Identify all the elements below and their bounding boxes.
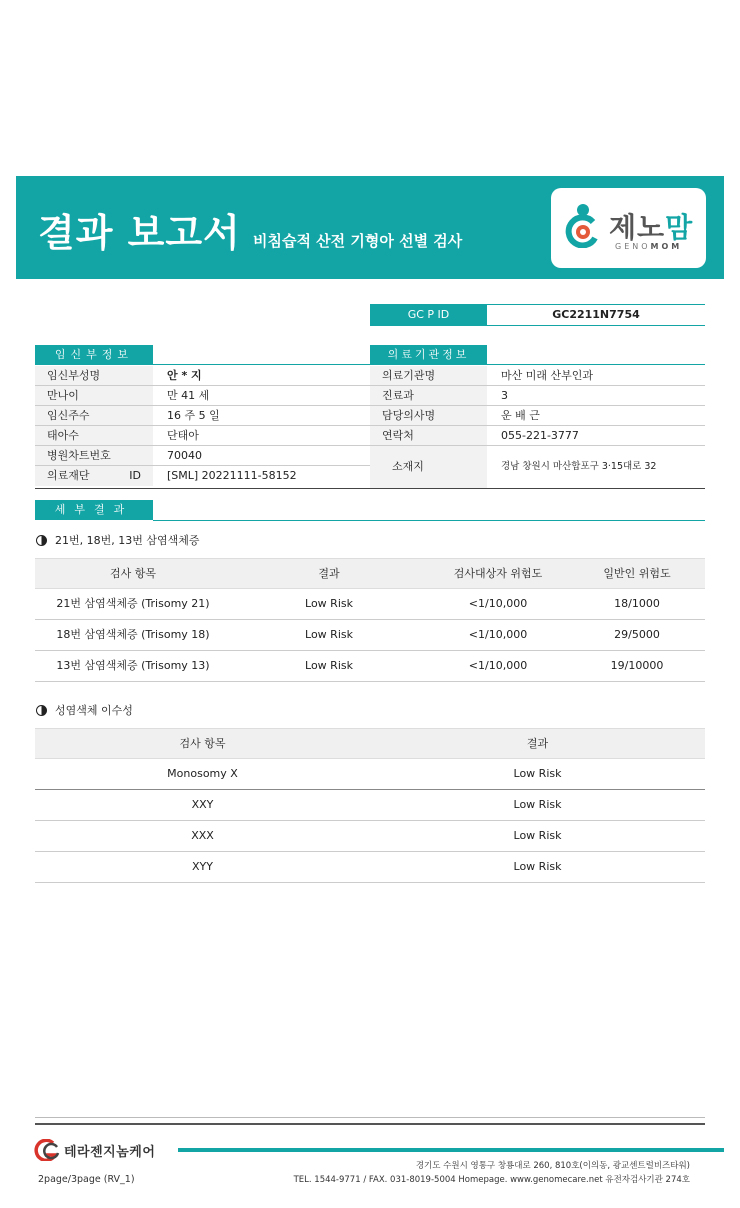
trisomy-table-header	[35, 558, 705, 589]
institution-label-dept: 진료과	[370, 386, 487, 405]
half-circle-bullet-icon	[36, 535, 47, 546]
footer-address-line1: 경기도 수원시 영통구 창룡대로 260, 810호(이의동, 광교센트럴비즈타워)	[415, 1161, 690, 1171]
detail-section-line	[153, 520, 705, 521]
trisomy-item: 18번 삼염색체증 (Trisomy 18)	[56, 628, 210, 641]
sex-chrom-item: XYY	[192, 860, 213, 873]
trisomy-subject-risk: <1/10,000	[468, 659, 528, 672]
table-row	[35, 790, 705, 821]
gcp-id-label: GC P ID	[370, 305, 487, 325]
sex-chrom-result: Low Risk	[513, 798, 562, 811]
patient-value-fetus: 단태아	[167, 429, 199, 442]
patient-value-name: 안 * 지	[167, 369, 202, 382]
patient-value-weeks: 16 주 5 일	[167, 409, 220, 422]
institution-info-table	[370, 366, 705, 488]
patient-row-foundation	[35, 466, 370, 486]
institution-row-address	[370, 446, 705, 488]
logo-korean-text: 제노맘	[609, 211, 694, 244]
patient-label-foundation: 의료재단 ID	[35, 466, 153, 486]
trisomy-col-subject-risk: 검사대상자 위험도	[453, 567, 543, 580]
institution-value-doctor: 운 배 근	[501, 409, 540, 422]
sex-chrom-item: XXX	[191, 829, 214, 842]
institution-row-name	[370, 366, 705, 386]
sex-chrom-heading: 성염색체 이수성	[36, 702, 133, 718]
trisomy-general-risk: 29/5000	[614, 628, 660, 641]
sex-chrom-result: Low Risk	[513, 829, 562, 842]
patient-row-age	[35, 386, 370, 406]
sex-chrom-table	[35, 728, 705, 883]
institution-label-address: 소재지	[370, 446, 487, 488]
institution-row-contact	[370, 426, 705, 446]
theragen-logo-icon	[31, 1139, 61, 1161]
footer-divider-thick	[35, 1123, 705, 1125]
patient-label-age: 만나이	[35, 386, 153, 405]
info-table-bottom-border	[35, 488, 705, 489]
sex-chrom-item: XXY	[191, 798, 214, 811]
half-circle-bullet-icon	[36, 705, 47, 716]
trisomy-subject-risk: <1/10,000	[468, 597, 528, 610]
trisomy-col-result: 결과	[318, 567, 340, 580]
trisomy-general-risk: 19/10000	[610, 659, 664, 672]
table-row	[35, 620, 705, 651]
trisomy-table	[35, 558, 705, 682]
patient-row-weeks	[35, 406, 370, 426]
trisomy-heading: 21번, 18번, 13번 삼염색체증	[36, 532, 199, 548]
table-row	[35, 651, 705, 682]
trisomy-col-item: 검사 항목	[109, 567, 156, 580]
patient-row-name	[35, 366, 370, 386]
patient-info-table	[35, 366, 370, 488]
footer-accent-bar	[178, 1148, 724, 1152]
sex-chrom-item: Monosomy X	[167, 767, 238, 780]
trisomy-subject-risk: <1/10,000	[468, 628, 528, 641]
patient-row-chart	[35, 446, 370, 466]
footer-address-line2: TEL. 1544-9771 / FAX. 031-8019-5004 Homepage. www.genomecare.net 유전자검사기관 274호	[293, 1175, 690, 1185]
institution-row-dept	[370, 386, 705, 406]
table-row	[35, 852, 705, 883]
sex-chrom-table-header	[35, 728, 705, 759]
table-row	[35, 821, 705, 852]
institution-row-doctor	[370, 406, 705, 426]
gcp-id-value: GC2211N7754	[552, 308, 640, 321]
sex-chrom-result: Low Risk	[513, 767, 562, 780]
trisomy-result: Low Risk	[305, 659, 353, 672]
trisomy-general-risk: 18/1000	[614, 597, 660, 610]
footer-address	[294, 1159, 690, 1187]
sex-chrom-result: Low Risk	[513, 860, 562, 873]
footer-page-number: 2page/3page (RV_1)	[38, 1174, 135, 1185]
institution-value-contact: 055-221-3777	[501, 429, 579, 442]
table-row	[35, 759, 705, 790]
genomom-logo	[551, 188, 706, 268]
footer-divider-thin	[35, 1117, 705, 1118]
footer-company-name: 테라젠지놈케어	[64, 1145, 156, 1160]
institution-label-name: 의료기관명	[370, 366, 487, 385]
trisomy-col-general-risk: 일반인 위험도	[603, 567, 671, 580]
patient-section-header: 임신부정보	[35, 345, 153, 365]
gcp-id-box	[370, 304, 705, 326]
genomom-mark-icon	[563, 202, 603, 248]
institution-section-line	[487, 364, 705, 365]
patient-value-chart: 70040	[167, 449, 202, 462]
patient-label-name: 임신부성명	[35, 366, 153, 385]
report-banner	[16, 176, 724, 279]
institution-section-header: 의료기관정보	[370, 345, 487, 365]
patient-row-fetus	[35, 426, 370, 446]
institution-value-dept: 3	[501, 389, 508, 402]
trisomy-item: 13번 삼염색체증 (Trisomy 13)	[56, 659, 210, 672]
patient-label-fetus: 태아수	[35, 426, 153, 445]
trisomy-item: 21번 삼염색체증 (Trisomy 21)	[56, 597, 210, 610]
trisomy-result: Low Risk	[305, 597, 353, 610]
institution-label-contact: 연락처	[370, 426, 487, 445]
logo-english-text: GENOMOM	[615, 242, 683, 251]
report-title: 결과 보고서	[38, 211, 241, 255]
patient-label-weeks: 임신주수	[35, 406, 153, 425]
sex-chrom-col-item: 검사 항목	[179, 737, 226, 750]
detail-section-header: 세부결과	[35, 500, 153, 520]
report-subtitle: 비침습적 산전 기형아 선별 검사	[253, 232, 463, 250]
table-row	[35, 589, 705, 620]
patient-value-foundation: [SML] 20221111-58152	[167, 469, 297, 482]
patient-value-age: 만 41 세	[167, 389, 210, 402]
patient-label-chart: 병원차트번호	[35, 446, 153, 465]
sex-chrom-col-result: 결과	[526, 737, 549, 750]
patient-section-line	[153, 364, 370, 365]
institution-label-doctor: 담당의사명	[370, 406, 487, 425]
institution-value-name: 마산 미래 산부인과	[501, 369, 594, 382]
institution-value-address: 경남 창원시 마산합포구 3·15대로 32	[501, 461, 657, 472]
trisomy-result: Low Risk	[305, 628, 353, 641]
